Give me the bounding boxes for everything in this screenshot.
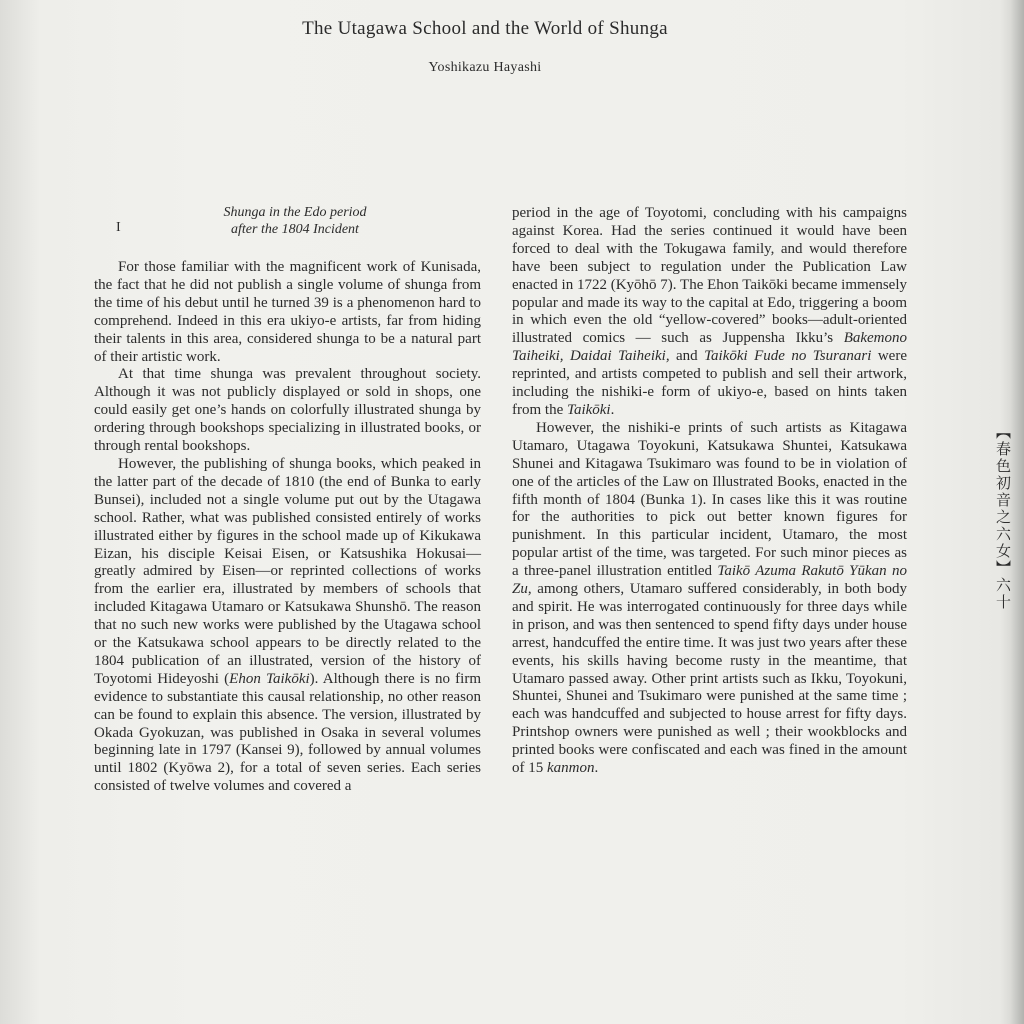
section-heading-line-2: after the 1804 Incident — [231, 222, 359, 237]
right-column — [512, 205, 907, 778]
section-number: I — [116, 220, 121, 235]
italic-title: Taikōki Fude no Tsuranari — [704, 348, 872, 365]
paragraph: For those familiar with the magnificent work of Kunisada, the fact that he did not publish a single volume of shunga from the time of his debut until he turned 39 is a phenomenon hard to comprehend. Indeed in this era ukiyo-e artists, far from hiding their talents in this area, considered shunga to be a natural part of their artistic work. — [94, 259, 481, 365]
paragraph — [94, 456, 481, 796]
text-run: and — [669, 348, 705, 365]
paragraph — [512, 205, 907, 420]
section-heading — [160, 204, 430, 238]
section-heading-line-1: Shunga in the Edo period — [223, 205, 367, 220]
text-run: were reprinted, and artists competed to publish and sell their artwork, including the nishiki-e form of ukiyo-e, based on hints taken from the — [512, 348, 907, 418]
text-run: , among others, Utamaro suffered considerably, in both body and spirit. He was interrogated continuously for three days while in prison, and was then sentenced to spend fifty days under house arrest, handcuffed the entire time. It was just two years after these events, his skills having become rusty in the meantime, that Utamaro passed away. Other print artists such as Ikku, Toyokuni, Shuntei, Shunei and Tsukimaro were punished at the same time ; each was handcuffed and subjected to house arrest for fifty days. Printshop owners were punished as well ; their wookblocks and printed books were confiscated and each was fined in the amount of 15 — [512, 581, 907, 777]
vertical-margin-note: 【春色初音之六女】六十 — [994, 424, 1010, 611]
left-column — [94, 259, 481, 796]
text-run: period in the age of Toyotomi, concluding with his campaigns against Korea. Had the series continued it would have been forced to deal with the Tokugawa family, and would therefore have been subject to regulation under the Publication Law enacted in 1722 (Kyōhō 7). The Ehon Taikōki became immensely popular and made its way to the capital at Edo, triggering a boom in which even the old “yellow-covered” books—adult-oriented illustrated comics — such as Juppensha Ikku’s — [512, 205, 907, 347]
italic-title: Taikō Azuma Rakutō Yūkan no Zu — [512, 563, 907, 598]
paragraph — [512, 420, 907, 778]
text-run: . — [594, 760, 599, 777]
text-run: However, the nishiki-e prints of such artists as Kitagawa Utamaro, Utagawa Toyokuni, Katsukawa Shuntei, Katsukawa Shunei and Kitagawa Tsukimaro was found to be in violation of one of the articles of the Law on Illustrated Books, enacted in the fifth month of 1804 (Bunka 1). In cases like this it was routine for the authorities to pick out better known figures for punishment. In this particular incident, Utamaro, the most popular artist of the time, was targeted. For such minor pieces as a three-panel illustration entitled — [512, 419, 907, 580]
article-title: The Utagawa School and the World of Shunga — [302, 18, 668, 39]
italic-title: Ehon Taikōki — [229, 670, 310, 687]
italic-title: Taikōki — [566, 401, 611, 418]
article-author: Yoshikazu Hayashi — [428, 60, 542, 75]
paragraph: At that time shunga was prevalent throughout society. Although it was not publicly displayed or sold in shops, one could easily get one’s hands on colorfully illustrated shunga by ordering through bookshops specializing in illustrated books, or through rental bookshops. — [94, 366, 481, 455]
text-run: . — [610, 401, 615, 418]
text-run: However, the publishing of shunga books, which peaked in the latter part of the decade of 1810 (the end of Bunka to early Bunsei), included not a single volume put out by the Utagawa school. Rather, what was published consisted entirely of works illustrated either by figures in the school made up of Kikukawa Eizan, his disciple Keisai Eisen, or Katsushika Hokusai—greatly admired by Eisen—or reprinted collections of works from the earlier era, illustrated by members of schools that included Kitagawa Utamaro or Katsukawa Shunshō. The reason that no such new works were published by the Utagawa school or the Katsukawa school appears to be directly related to the 1804 publication of an illustrated, version of the history of Toyotomi Hideyoshi ( — [94, 455, 481, 687]
italic-term: kanmon — [547, 760, 595, 777]
text-run: ). Although there is no firm evidence to substantiate this causal relationship, no other reason can be found to explain this absence. The version, illustrated by Okada Gyokuzan, was published in Osaka in several volumes beginning late in 1797 (Kansei 9), followed by annual volumes until 1802 (Kyōwa 2), for a total of seven series. Each series consisted of twelve volumes and covered a — [94, 670, 482, 795]
italic-title: Bakemono Taiheiki, Daidai Taiheiki, — [512, 330, 907, 365]
